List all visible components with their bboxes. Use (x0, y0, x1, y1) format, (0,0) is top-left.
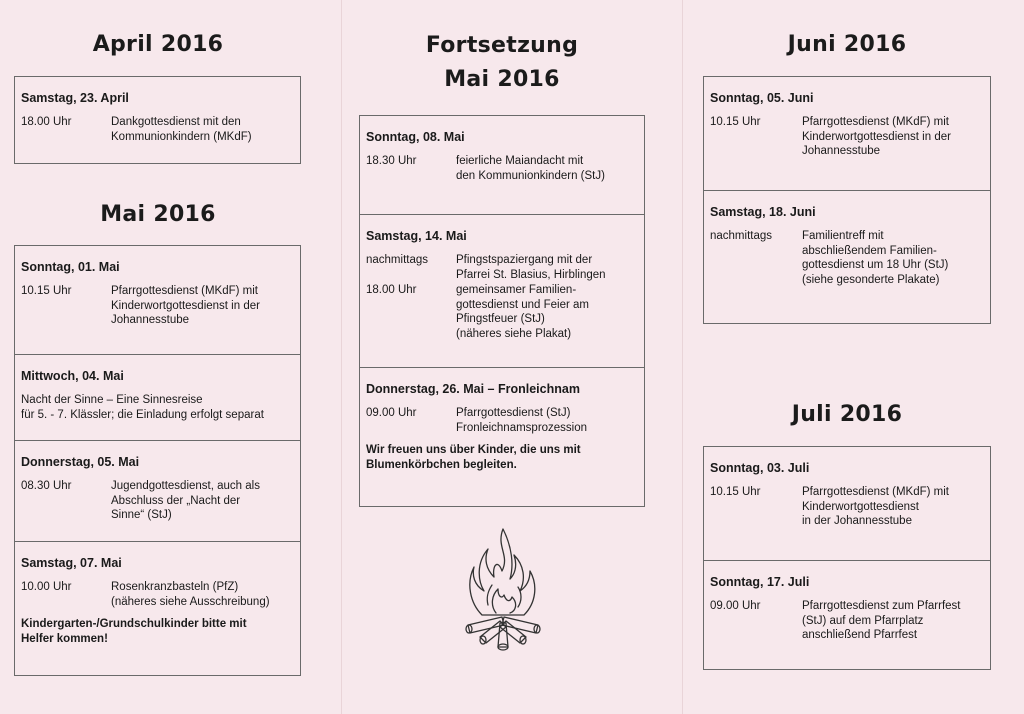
event-bold-note: Wir freuen uns über Kinder, die uns mit Blumenkörbchen begleiten. (366, 444, 581, 471)
event-time: 09.00 Uhr (710, 600, 761, 612)
event-text: gemeinsamer Familien- gottesdienst und Feier am Pfingstfeuer (StJ) (näheres siehe Plakat) (456, 284, 589, 340)
heading-april: April 2016 (92, 32, 224, 57)
event-samstag-23-april (15, 77, 300, 163)
event-donnerstag-05-mai (15, 440, 300, 541)
event-time: 18.30 Uhr (366, 155, 417, 167)
event-note: Nacht der Sinne – Eine Sinnesreise für 5. - 7. Klässler; die Einladung erfolgt separat (21, 394, 264, 421)
event-mittwoch-04-mai (15, 354, 300, 440)
event-sonntag-01-mai (15, 246, 300, 354)
event-samstag-18-juni (704, 190, 990, 298)
event-row (366, 154, 638, 183)
event-title: Samstag, 07. Mai (21, 556, 122, 570)
event-row (21, 115, 294, 144)
mai-box (14, 245, 301, 676)
event-text: Pfarrgottesdienst (MKdF) mit Kinderwortgottesdienst in der Johannesstube (802, 116, 951, 157)
event-title: Sonntag, 01. Mai (21, 260, 120, 274)
event-title: Mittwoch, 04. Mai (21, 369, 124, 383)
event-title: Sonntag, 08. Mai (366, 130, 465, 144)
event-time: nachmittags (366, 254, 429, 266)
event-time: 09.00 Uhr (366, 407, 417, 419)
event-title: Sonntag, 17. Juli (710, 575, 810, 589)
event-text: Pfarrgottesdienst (MKdF) mit Kinderwortgottesdienst in der Johannesstube (111, 285, 260, 326)
event-time: 08.30 Uhr (21, 480, 72, 492)
event-text: Rosenkranzbasteln (PfZ) (näheres siehe Ausschreibung) (111, 581, 270, 608)
event-row (21, 479, 294, 523)
event-row (710, 599, 984, 643)
heading-juni: Juni 2016 (787, 32, 907, 57)
event-text: feierliche Maiandacht mit den Kommunionkindern (StJ) (456, 155, 605, 182)
event-samstag-07-mai (15, 541, 300, 657)
event-time: nachmittags (710, 230, 773, 242)
april-box (14, 76, 301, 164)
event-row (710, 229, 984, 287)
event-title: Donnerstag, 05. Mai (21, 455, 140, 469)
event-text: Jugendgottesdienst, auch als Abschluss der „Nacht der Sinne“ (StJ) (111, 480, 260, 521)
event-sonntag-08-mai (360, 116, 644, 214)
event-time: 18.00 Uhr (366, 284, 417, 296)
event-text: Pfarrgottesdienst zum Pfarrfest (StJ) auf dem Pfarrplatz anschließend Pfarrfest (802, 600, 961, 641)
event-sonntag-03-juli (704, 447, 990, 560)
heading-juli: Juli 2016 (791, 402, 903, 427)
event-title: Samstag, 14. Mai (366, 229, 467, 243)
event-time: 10.00 Uhr (21, 581, 72, 593)
event-time: 10.15 Uhr (710, 116, 761, 128)
heading-fortsetzung: Fortsetzung (425, 33, 579, 58)
event-time: 18.00 Uhr (21, 116, 72, 128)
event-text: Pfingstspaziergang mit der Pfarrei St. Blasius, Hirblingen (456, 254, 606, 281)
event-title: Sonntag, 03. Juli (710, 461, 810, 475)
event-title: Samstag, 23. April (21, 91, 129, 105)
event-row (366, 283, 638, 341)
event-row (21, 284, 294, 328)
juni-box (703, 76, 991, 324)
fortsetzung-box (359, 115, 645, 507)
event-sonntag-17-juli (704, 560, 990, 654)
event-row (366, 253, 638, 282)
event-time: 10.15 Uhr (21, 285, 72, 297)
heading-mai: Mai 2016 (100, 202, 216, 227)
event-text: Pfarrgottesdienst (StJ) Fronleichnamsprozession (456, 407, 588, 434)
event-text: Pfarrgottesdienst (MKdF) mit Kinderwortgottesdienst in der Johannesstube (802, 486, 949, 527)
event-title: Sonntag, 05. Juni (710, 91, 814, 105)
event-row (710, 115, 984, 159)
campfire-icon (458, 525, 548, 655)
event-bold-note: Kindergarten-/Grundschulkinder bitte mit Helfer kommen! (21, 618, 247, 645)
event-time: 10.15 Uhr (710, 486, 761, 498)
event-row (366, 406, 638, 435)
event-sonntag-05-juni (704, 77, 990, 190)
event-samstag-14-mai (360, 214, 644, 367)
event-row (710, 485, 984, 529)
heading-fortsetzung-mai: Mai 2016 (444, 67, 560, 92)
event-text: Dankgottesdienst mit den Kommunionkindern (MKdF) (111, 116, 252, 143)
event-title: Samstag, 18. Juni (710, 205, 816, 219)
event-title: Donnerstag, 26. Mai – Fronleichnam (366, 382, 580, 396)
event-text: Familientreff mit abschließendem Familien- gottesdienst um 18 Uhr (StJ) (siehe gesonderte Plakate) (802, 230, 949, 286)
event-row (21, 580, 294, 609)
juli-box (703, 446, 991, 670)
event-donnerstag-26-mai (360, 367, 644, 483)
